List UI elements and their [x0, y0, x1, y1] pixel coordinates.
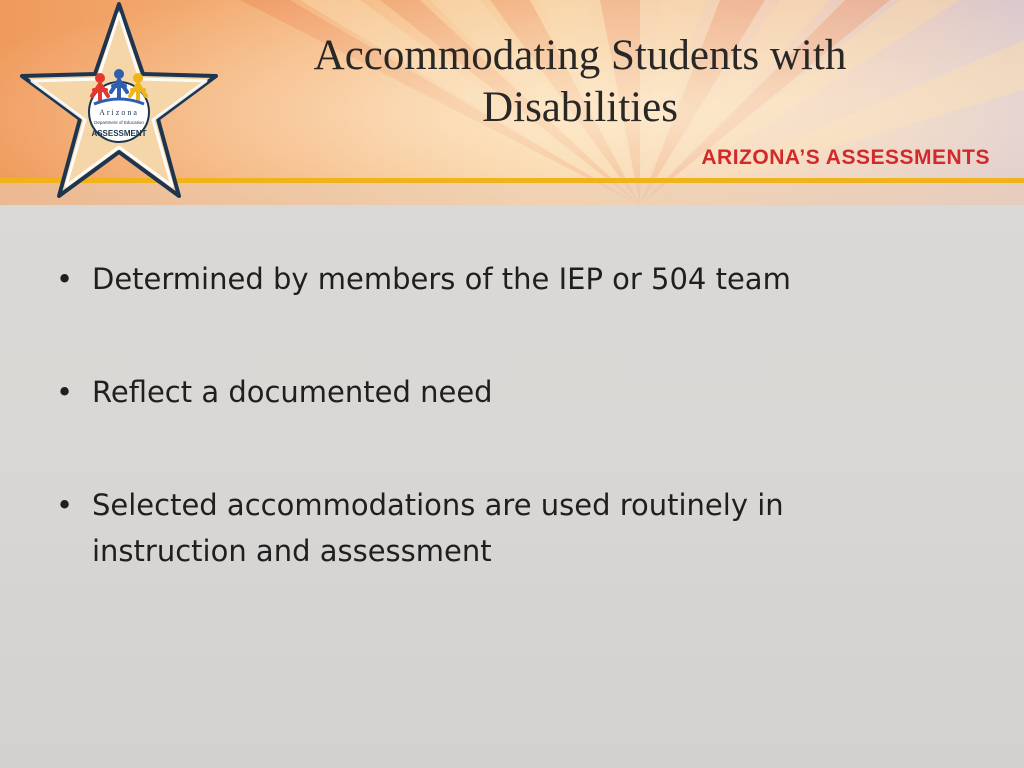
bullet-text: Selected accommodations are used routinely in instruction and assessment [92, 488, 784, 568]
bullet-item [56, 256, 916, 302]
bullet-item [56, 482, 916, 574]
bullet-item [56, 369, 916, 415]
bullet-dot: • [56, 488, 74, 522]
bullet-list [56, 256, 916, 641]
arizona-assessment-star-logo [16, 0, 222, 202]
logo-dept-text: Department of Education [94, 120, 144, 125]
title-line-1: Accommodating Students with [313, 32, 847, 79]
bullet-dot: • [56, 262, 74, 296]
logo-state-text: Arizona [99, 108, 139, 117]
slide-title [215, 30, 945, 134]
bullet-dot: • [56, 375, 74, 409]
logo-assessment-label: ASSESSMENT [91, 129, 147, 138]
bullet-text: Determined by members of the IEP or 504 team [92, 262, 791, 296]
arizona-assessments-brand: ARIZONA’S ASSESSMENTS [701, 146, 990, 169]
title-line-2: Disabilities [482, 84, 678, 131]
children-figures-icon [92, 69, 146, 104]
bullet-text: Reflect a documented need [92, 375, 493, 409]
